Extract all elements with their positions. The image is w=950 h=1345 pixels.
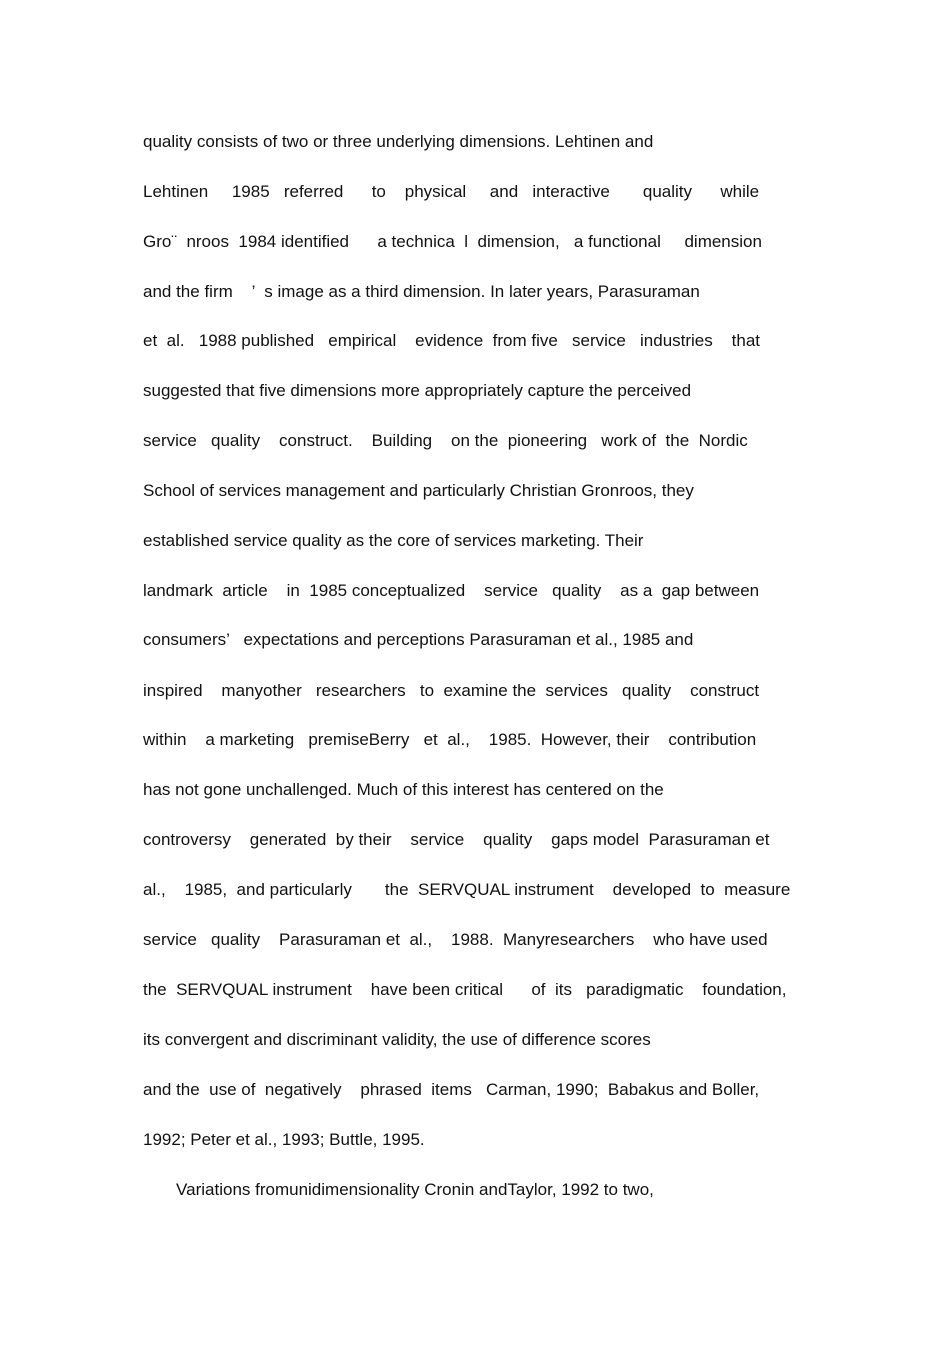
text-line: Gro¨ nroos 1984 identified a technica l dimension, a functional dimension [143, 232, 762, 251]
text-line: and the use of negatively phrased items Carman, 1990; Babakus and Boller, [143, 1080, 760, 1099]
text-line: established service quality as the core of services marketing. Their [143, 531, 644, 550]
text-line: has not gone unchallenged. Much of this interest has centered on the [143, 780, 664, 799]
text-line: quality consists of two or three underlying dimensions. Lehtinen and [143, 132, 654, 151]
text-line: and the firm ’ s image as a third dimension. In later years, Parasuraman [143, 282, 700, 301]
text-line: service quality Parasuraman et al., 1988. Manyresearchers who have used [143, 930, 768, 949]
text-line: inspired manyother researchers to examine the services quality construct [143, 681, 760, 700]
text-line: the SERVQUAL instrument have been critical of its paradigmatic foundation, [143, 980, 787, 999]
text-line: consumers’ expectations and perceptions Parasuraman et al., 1985 and [143, 630, 694, 649]
text-line: controversy generated by their service quality gaps model Parasuraman et [143, 830, 770, 849]
text-line: 1992; Peter et al., 1993; Buttle, 1995. [143, 1130, 425, 1149]
text-line: landmark article in 1985 conceptualized service quality as a gap between [143, 581, 760, 600]
text-line: suggested that five dimensions more appropriately capture the perceived [143, 381, 692, 400]
text-line: Lehtinen 1985 referred to physical and interactive quality while [143, 182, 760, 201]
text-line: its convergent and discriminant validity, the use of difference scores [143, 1030, 651, 1049]
text-line: Variations fromunidimensionality Cronin andTaylor, 1992 to two, [143, 1180, 654, 1199]
text-line: service quality construct. Building on the pioneering work of the Nordic [143, 431, 748, 450]
text-line: School of services management and particularly Christian Gronroos, they [143, 481, 694, 500]
text-line: al., 1985, and particularly the SERVQUAL instrument developed to measure [143, 880, 791, 899]
text-line: within a marketing premiseBerry et al., 1985. However, their contribution [143, 730, 757, 749]
text-line: et al. 1988 published empirical evidence from five service industries that [143, 331, 761, 350]
